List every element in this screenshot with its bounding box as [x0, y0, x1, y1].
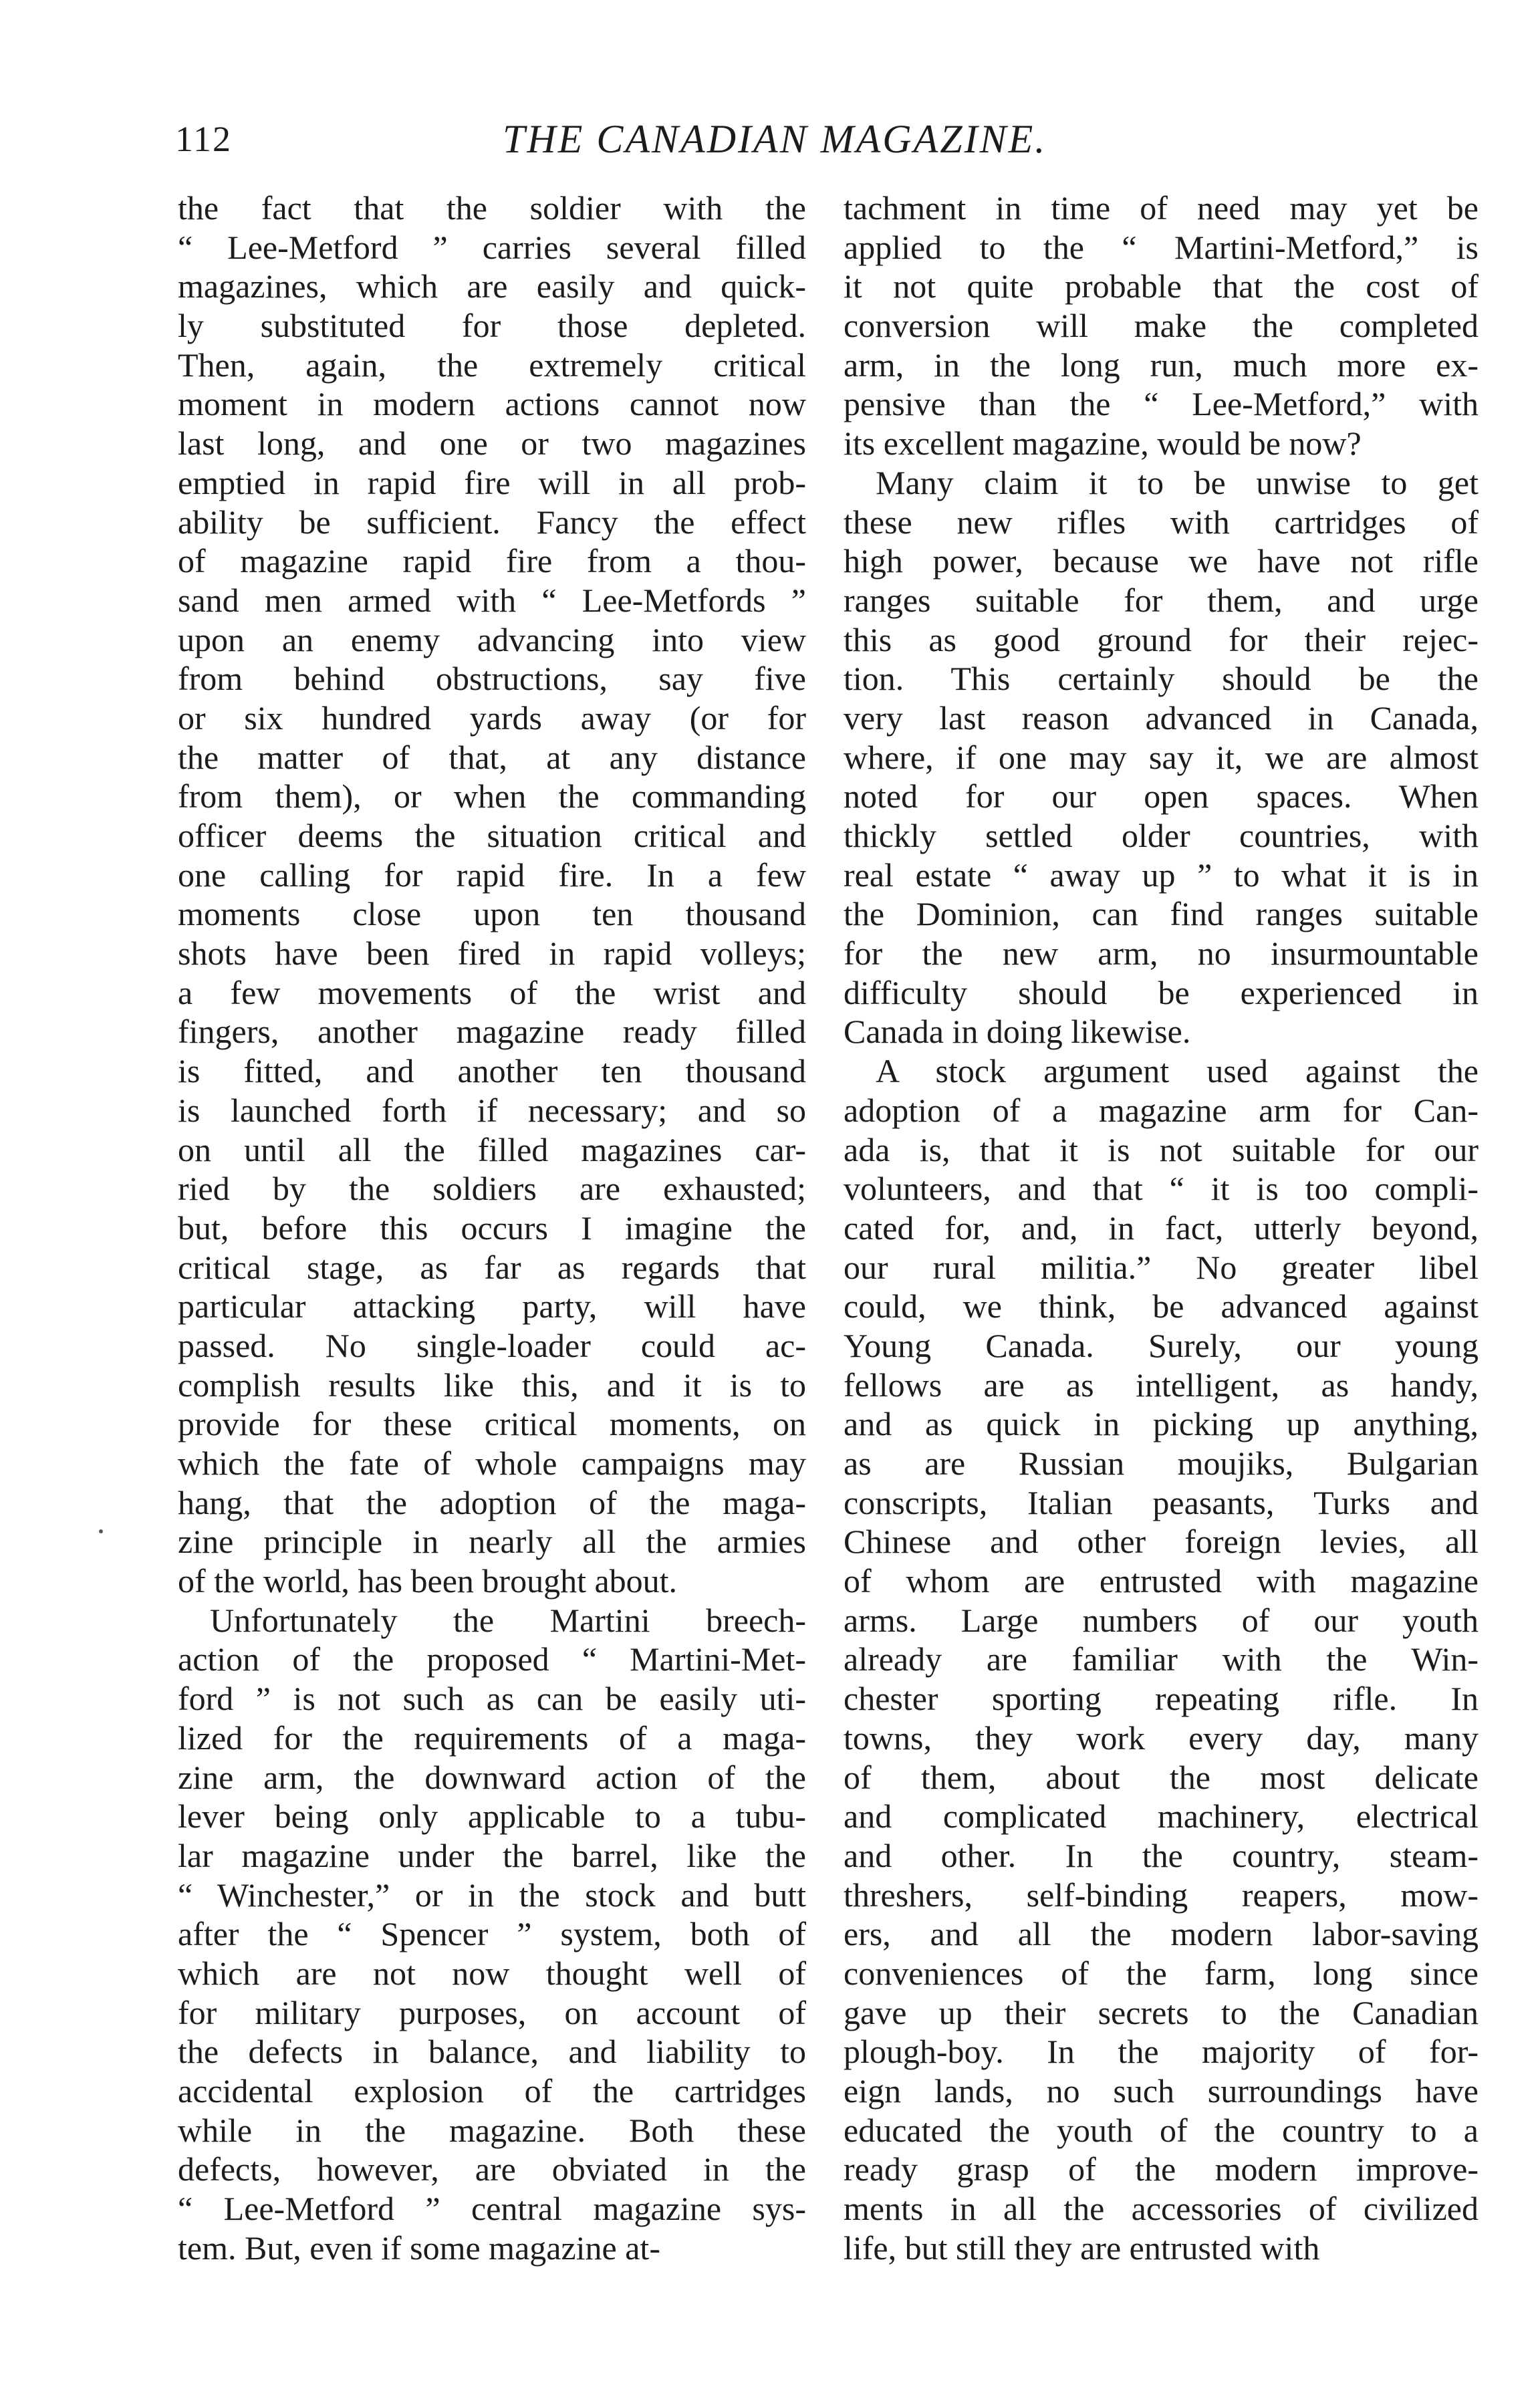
text-line: thickly settled older countries, with [844, 817, 1479, 854]
text-line: Canada in doing likewise. [844, 1013, 1191, 1051]
text-line: conscripts, Italian peasants, Turks and [844, 1483, 1479, 1521]
text-line: volunteers, and that “ it is too compli- [844, 1170, 1479, 1208]
text-line: as are Russian moujiks, Bulgarian [844, 1444, 1479, 1482]
text-line: and other. In the country, steam- [844, 1836, 1479, 1874]
text-line: ada is, that it is not suitable for our [844, 1130, 1479, 1168]
text-line: passed. No single-loader could ac- [178, 1326, 806, 1364]
text-line: ments in all the accessories of civilized [844, 2190, 1479, 2228]
text-line: shots have been fired in rapid volleys; [178, 934, 806, 973]
text-line: particular attacking party, will have [178, 1287, 806, 1325]
text-line: this as good ground for their rejec- [844, 620, 1479, 658]
text-line: accidental explosion of the cartridges [178, 2072, 806, 2110]
text-line: for military purposes, on account of [178, 1993, 806, 2031]
text-line: or six hundred yards away (or for [178, 699, 806, 737]
text-line: the matter of that, at any distance [178, 738, 806, 776]
text-line: of magazine rapid fire from a thou- [178, 542, 806, 580]
text-line: “ Winchester,” or in the stock and butt [178, 1876, 806, 1914]
text-line: tion. This certainly should be the [844, 660, 1479, 698]
text-line: while in the magazine. Both these [178, 2111, 806, 2149]
right-text-column [844, 188, 1479, 2267]
text-line: and complicated machinery, electrical [844, 1797, 1479, 1836]
text-line: its excellent magazine, would be now? [844, 424, 1362, 463]
text-line: the fact that the soldier with the [178, 189, 806, 227]
text-line: zine principle in nearly all the armies [178, 1523, 806, 1561]
text-line: these new rifles with cartridges of [844, 503, 1479, 541]
text-line: ers, and all the modern labor-saving [844, 1915, 1479, 1953]
text-line: is launched forth if necessary; and so [178, 1091, 806, 1129]
text-line: moments close upon ten thousand [178, 895, 806, 933]
text-line: but, before this occurs I imagine the [178, 1209, 806, 1247]
text-line: which the fate of whole campaigns may [178, 1444, 806, 1482]
text-line: chester sporting repeating rifle. In [844, 1680, 1479, 1718]
text-line: the defects in balance, and liability to [178, 2033, 806, 2071]
text-line: of them, about the most delicate [844, 1758, 1479, 1796]
text-line: arm, in the long run, much more ex- [844, 346, 1479, 384]
text-line: critical stage, as far as regards that [178, 1248, 806, 1286]
text-line: ability be sufficient. Fancy the effect [178, 503, 806, 541]
text-line: for the new arm, no insurmountable [844, 934, 1479, 973]
text-line: action of the proposed “ Martini-Met- [178, 1640, 806, 1678]
text-line: lized for the requirements of a maga- [178, 1719, 806, 1757]
text-line: which are not now thought well of [178, 1954, 806, 1992]
text-line: ranges suitable for them, and urge [844, 581, 1479, 619]
text-line: A stock argument used against the [876, 1052, 1479, 1090]
left-text-column [178, 188, 806, 2267]
text-line: “ Lee-Metford ” carries several filled [178, 228, 806, 266]
text-line: could, we think, be advanced against [844, 1287, 1479, 1325]
text-line: Chinese and other foreign levies, all [844, 1523, 1479, 1561]
text-line: pensive than the “ Lee-Metford,” with [844, 385, 1479, 423]
text-line: emptied in rapid fire will in all prob- [178, 463, 806, 501]
text-line: defects, however, are obviated in the [178, 2150, 806, 2188]
text-line: from behind obstructions, say five [178, 660, 806, 698]
text-line: applied to the “ Martini-Metford,” is [844, 228, 1479, 266]
text-line: Many claim it to be unwise to get [876, 463, 1479, 501]
text-line: Unfortunately the Martini breech- [210, 1601, 806, 1639]
text-line: magazines, which are easily and quick- [178, 267, 806, 305]
text-line: one calling for rapid fire. In a few [178, 856, 806, 894]
text-line: last long, and one or two magazines [178, 424, 806, 463]
text-line: conveniences of the farm, long since [844, 1954, 1479, 1992]
text-line: cated for, and, in fact, utterly beyond, [844, 1209, 1479, 1247]
running-head [175, 112, 1485, 166]
text-line: our rural militia.” No greater libel [844, 1248, 1479, 1286]
text-line: adoption of a magazine arm for Can- [844, 1091, 1479, 1129]
text-line: plough-boy. In the majority of for- [844, 2033, 1479, 2071]
margin-speck [99, 1529, 103, 1533]
text-line: zine arm, the downward action of the [178, 1758, 806, 1796]
text-line: very last reason advanced in Canada, [844, 699, 1479, 737]
text-line: from them), or when the commanding [178, 777, 806, 815]
text-line: ford ” is not such as can be easily uti- [178, 1680, 806, 1718]
text-line: is fitted, and another ten thousand [178, 1052, 806, 1090]
text-line: eign lands, no such surroundings have [844, 2072, 1479, 2110]
journal-title: THE CANADIAN MAGAZINE. [503, 117, 1047, 161]
text-line: tem. But, even if some magazine at- [178, 2229, 660, 2267]
text-line: complish results like this, and it is to [178, 1366, 806, 1404]
text-line: lever being only applicable to a tubu- [178, 1797, 806, 1836]
text-line: hang, that the adoption of the maga- [178, 1483, 806, 1521]
text-line: Then, again, the extremely critical [178, 346, 806, 384]
text-line: “ Lee-Metford ” central magazine sys- [178, 2190, 806, 2228]
text-line: where, if one may say it, we are almost [844, 738, 1479, 776]
text-line: moment in modern actions cannot now [178, 385, 806, 423]
text-line: lar magazine under the barrel, like the [178, 1836, 806, 1874]
text-line: ly substituted for those depleted. [178, 307, 806, 345]
text-line: fellows are as intelligent, as handy, [844, 1366, 1479, 1404]
text-line: arms. Large numbers of our youth [844, 1601, 1479, 1639]
text-line: of the world, has been brought about. [178, 1562, 678, 1600]
text-line: educated the youth of the country to a [844, 2111, 1479, 2149]
text-line: threshers, self-binding reapers, mow- [844, 1876, 1479, 1914]
text-line: Young Canada. Surely, our young [844, 1326, 1479, 1364]
text-line: of whom are entrusted with magazine [844, 1562, 1479, 1600]
text-line: and as quick in picking up anything, [844, 1405, 1479, 1443]
text-line: high power, because we have not rifle [844, 542, 1479, 580]
text-line: provide for these critical moments, on [178, 1405, 806, 1443]
text-line: noted for our open spaces. When [844, 777, 1479, 815]
text-line: fingers, another magazine ready filled [178, 1013, 806, 1051]
text-line: on until all the filled magazines car- [178, 1130, 806, 1168]
text-line: a few movements of the wrist and [178, 973, 806, 1011]
page-number: 112 [175, 119, 232, 159]
text-line: difficulty should be experienced in [844, 973, 1479, 1011]
text-line: sand men armed with “ Lee-Metfords ” [178, 581, 806, 619]
text-line: officer deems the situation critical and [178, 817, 806, 854]
text-line: ready grasp of the modern improve- [844, 2150, 1479, 2188]
text-line: upon an enemy advancing into view [178, 620, 806, 658]
text-line: the Dominion, can find ranges suitable [844, 895, 1479, 933]
text-line: life, but still they are entrusted with [844, 2229, 1320, 2267]
text-line: already are familiar with the Win- [844, 1640, 1479, 1678]
text-line: tachment in time of need may yet be [844, 189, 1479, 227]
text-line: real estate “ away up ” to what it is in [844, 856, 1479, 894]
text-line: conversion will make the completed [844, 307, 1479, 345]
text-line: towns, they work every day, many [844, 1719, 1479, 1757]
text-line: after the “ Spencer ” system, both of [178, 1915, 806, 1953]
text-line: it not quite probable that the cost of [844, 267, 1479, 305]
text-line: gave up their secrets to the Canadian [844, 1993, 1479, 2031]
text-line: ried by the soldiers are exhausted; [178, 1170, 806, 1208]
